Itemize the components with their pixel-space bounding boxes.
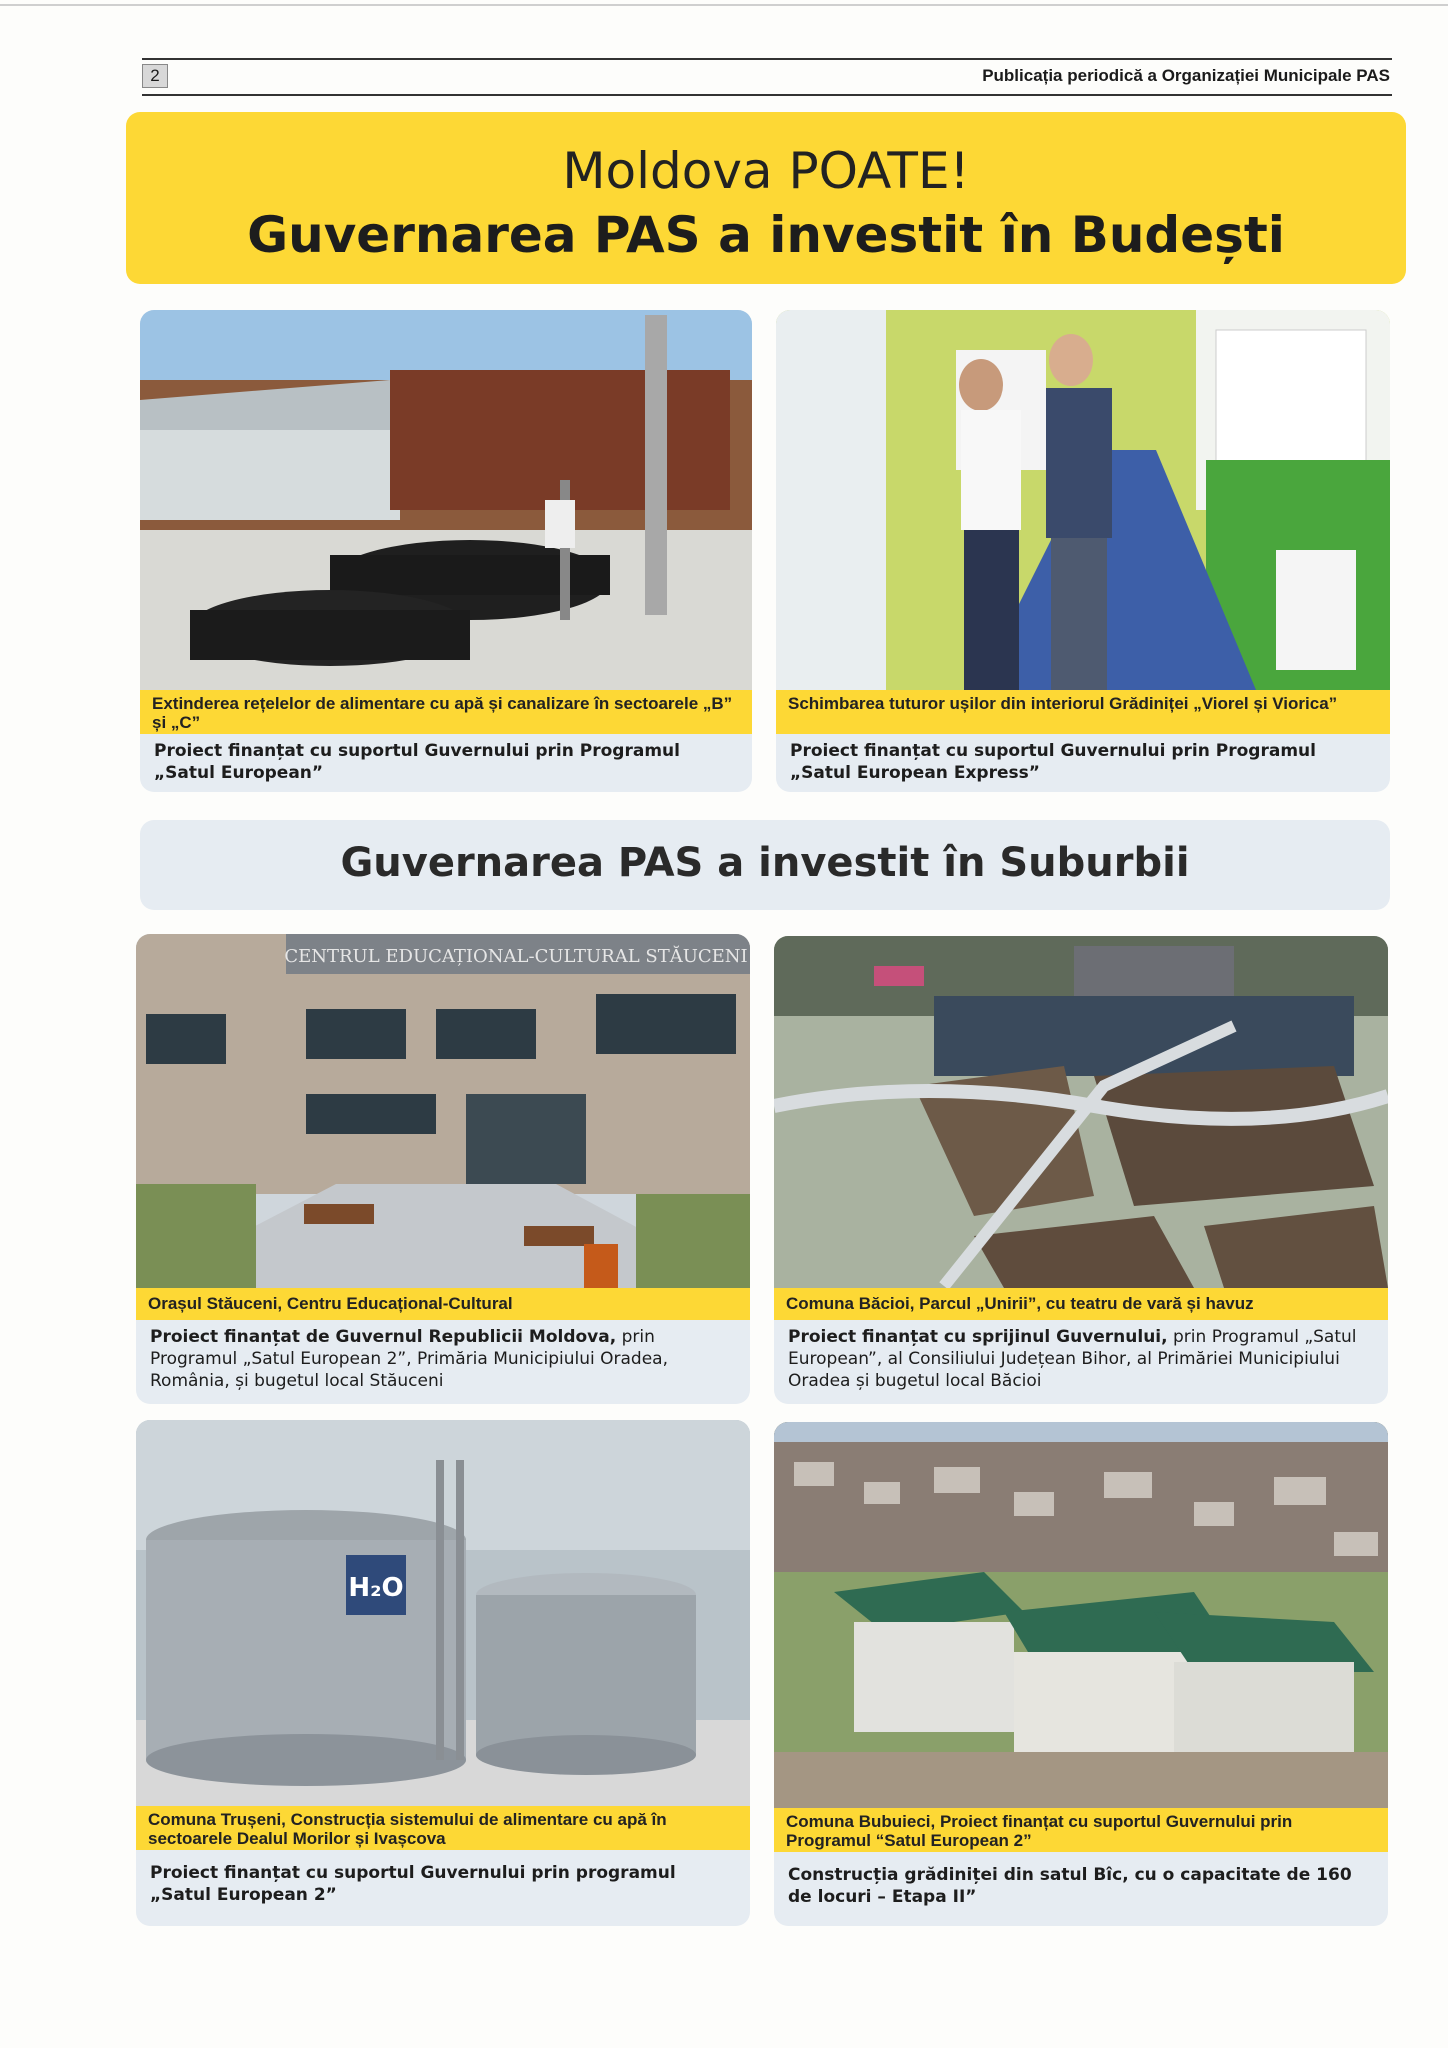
- article-card-truseni-water: [136, 1420, 750, 1926]
- description-rest: prin Programul „Satul European”, al Consiliului Județean Bihor, al Primăriei Municipiului Oradea și bugetul local Băcioi: [788, 1327, 1357, 1391]
- section-title: Guvernarea PAS a investit în Suburbii: [340, 840, 1190, 886]
- photo-water-towers: [136, 1420, 750, 1806]
- card-caption: Comuna Bubuieci, Proiect finanțat cu suportul Guvernului prin Programul “Satul European 2”: [774, 1808, 1388, 1852]
- headline-banner: [126, 112, 1406, 284]
- section-banner-suburbs: [140, 820, 1390, 910]
- card-description: [136, 1320, 750, 1398]
- card-caption: Extinderea rețelelor de alimentare cu apă și canalizare în sectoarele „B” și „C”: [140, 690, 752, 734]
- top-rule: [0, 4, 1448, 6]
- description-rest: prin Programul „Satul European 2”, Primăria Municipiului Oradea, România, și bugetul local Stăuceni: [150, 1327, 668, 1391]
- photo-cultural-centre: [136, 934, 750, 1288]
- photo-kindergarten-aerial: [774, 1422, 1388, 1808]
- card-description: [776, 734, 1390, 790]
- card-caption: Orașul Stăuceni, Centru Educațional-Cultural: [136, 1288, 750, 1320]
- description-bold: Proiect finanțat cu sprijinul Guvernului,: [788, 1327, 1168, 1347]
- card-description: [774, 1320, 1388, 1398]
- photo-kindergarten-hallway: [776, 310, 1390, 690]
- photo-park-aerial: [774, 936, 1388, 1288]
- description-bold: Proiect finanțat de Guvernul Republicii Moldova,: [150, 1327, 617, 1347]
- article-card-stauceni-centre: [136, 934, 750, 1404]
- page-header: [142, 58, 1392, 96]
- page-number: 2: [142, 64, 168, 88]
- photo-underground-tanks: [140, 310, 752, 690]
- card-caption: Comuna Băcioi, Parcul „Unirii”, cu teatru de vară și havuz: [774, 1288, 1388, 1320]
- card-description: [140, 734, 752, 790]
- card-description: [136, 1856, 750, 1912]
- article-card-kindergarten-doors: [776, 310, 1390, 792]
- headline-line-2: Guvernarea PAS a investit în Budești: [247, 206, 1285, 264]
- description-bold: Proiect finanțat cu suportul Guvernului prin Programul „Satul European Express”: [790, 741, 1316, 783]
- article-card-bubuieci-kindergarten: [774, 1422, 1388, 1926]
- description-bold: Proiect finanțat cu suportul Guvernului prin programul „Satul European 2”: [150, 1863, 676, 1905]
- article-card-bacioi-park: [774, 936, 1388, 1404]
- building-sign: CENTRUL EDUCAȚIONAL-CULTURAL STĂUCENI: [284, 946, 748, 967]
- tank-label: H₂O: [348, 1573, 404, 1603]
- publication-title: Publicația periodică a Organizației Municipale PAS: [982, 66, 1390, 85]
- headline-line-1: Moldova POATE!: [562, 142, 970, 200]
- description-bold: Construcția grădiniței din satul Bîc, cu o capacitate de 160 de locuri – Etapa II”: [788, 1865, 1352, 1907]
- description-bold: Proiect finanțat cu suportul Guvernului prin Programul „Satul European”: [154, 741, 680, 783]
- article-card-water-network: [140, 310, 752, 792]
- card-caption: Schimbarea tuturor ușilor din interiorul Grădiniței „Viorel și Viorica”: [776, 690, 1390, 734]
- card-description: [774, 1858, 1388, 1914]
- card-caption: Comuna Trușeni, Construcția sistemului de alimentare cu apă în sectoarele Dealul Morilor și Ivașcova: [136, 1806, 750, 1850]
